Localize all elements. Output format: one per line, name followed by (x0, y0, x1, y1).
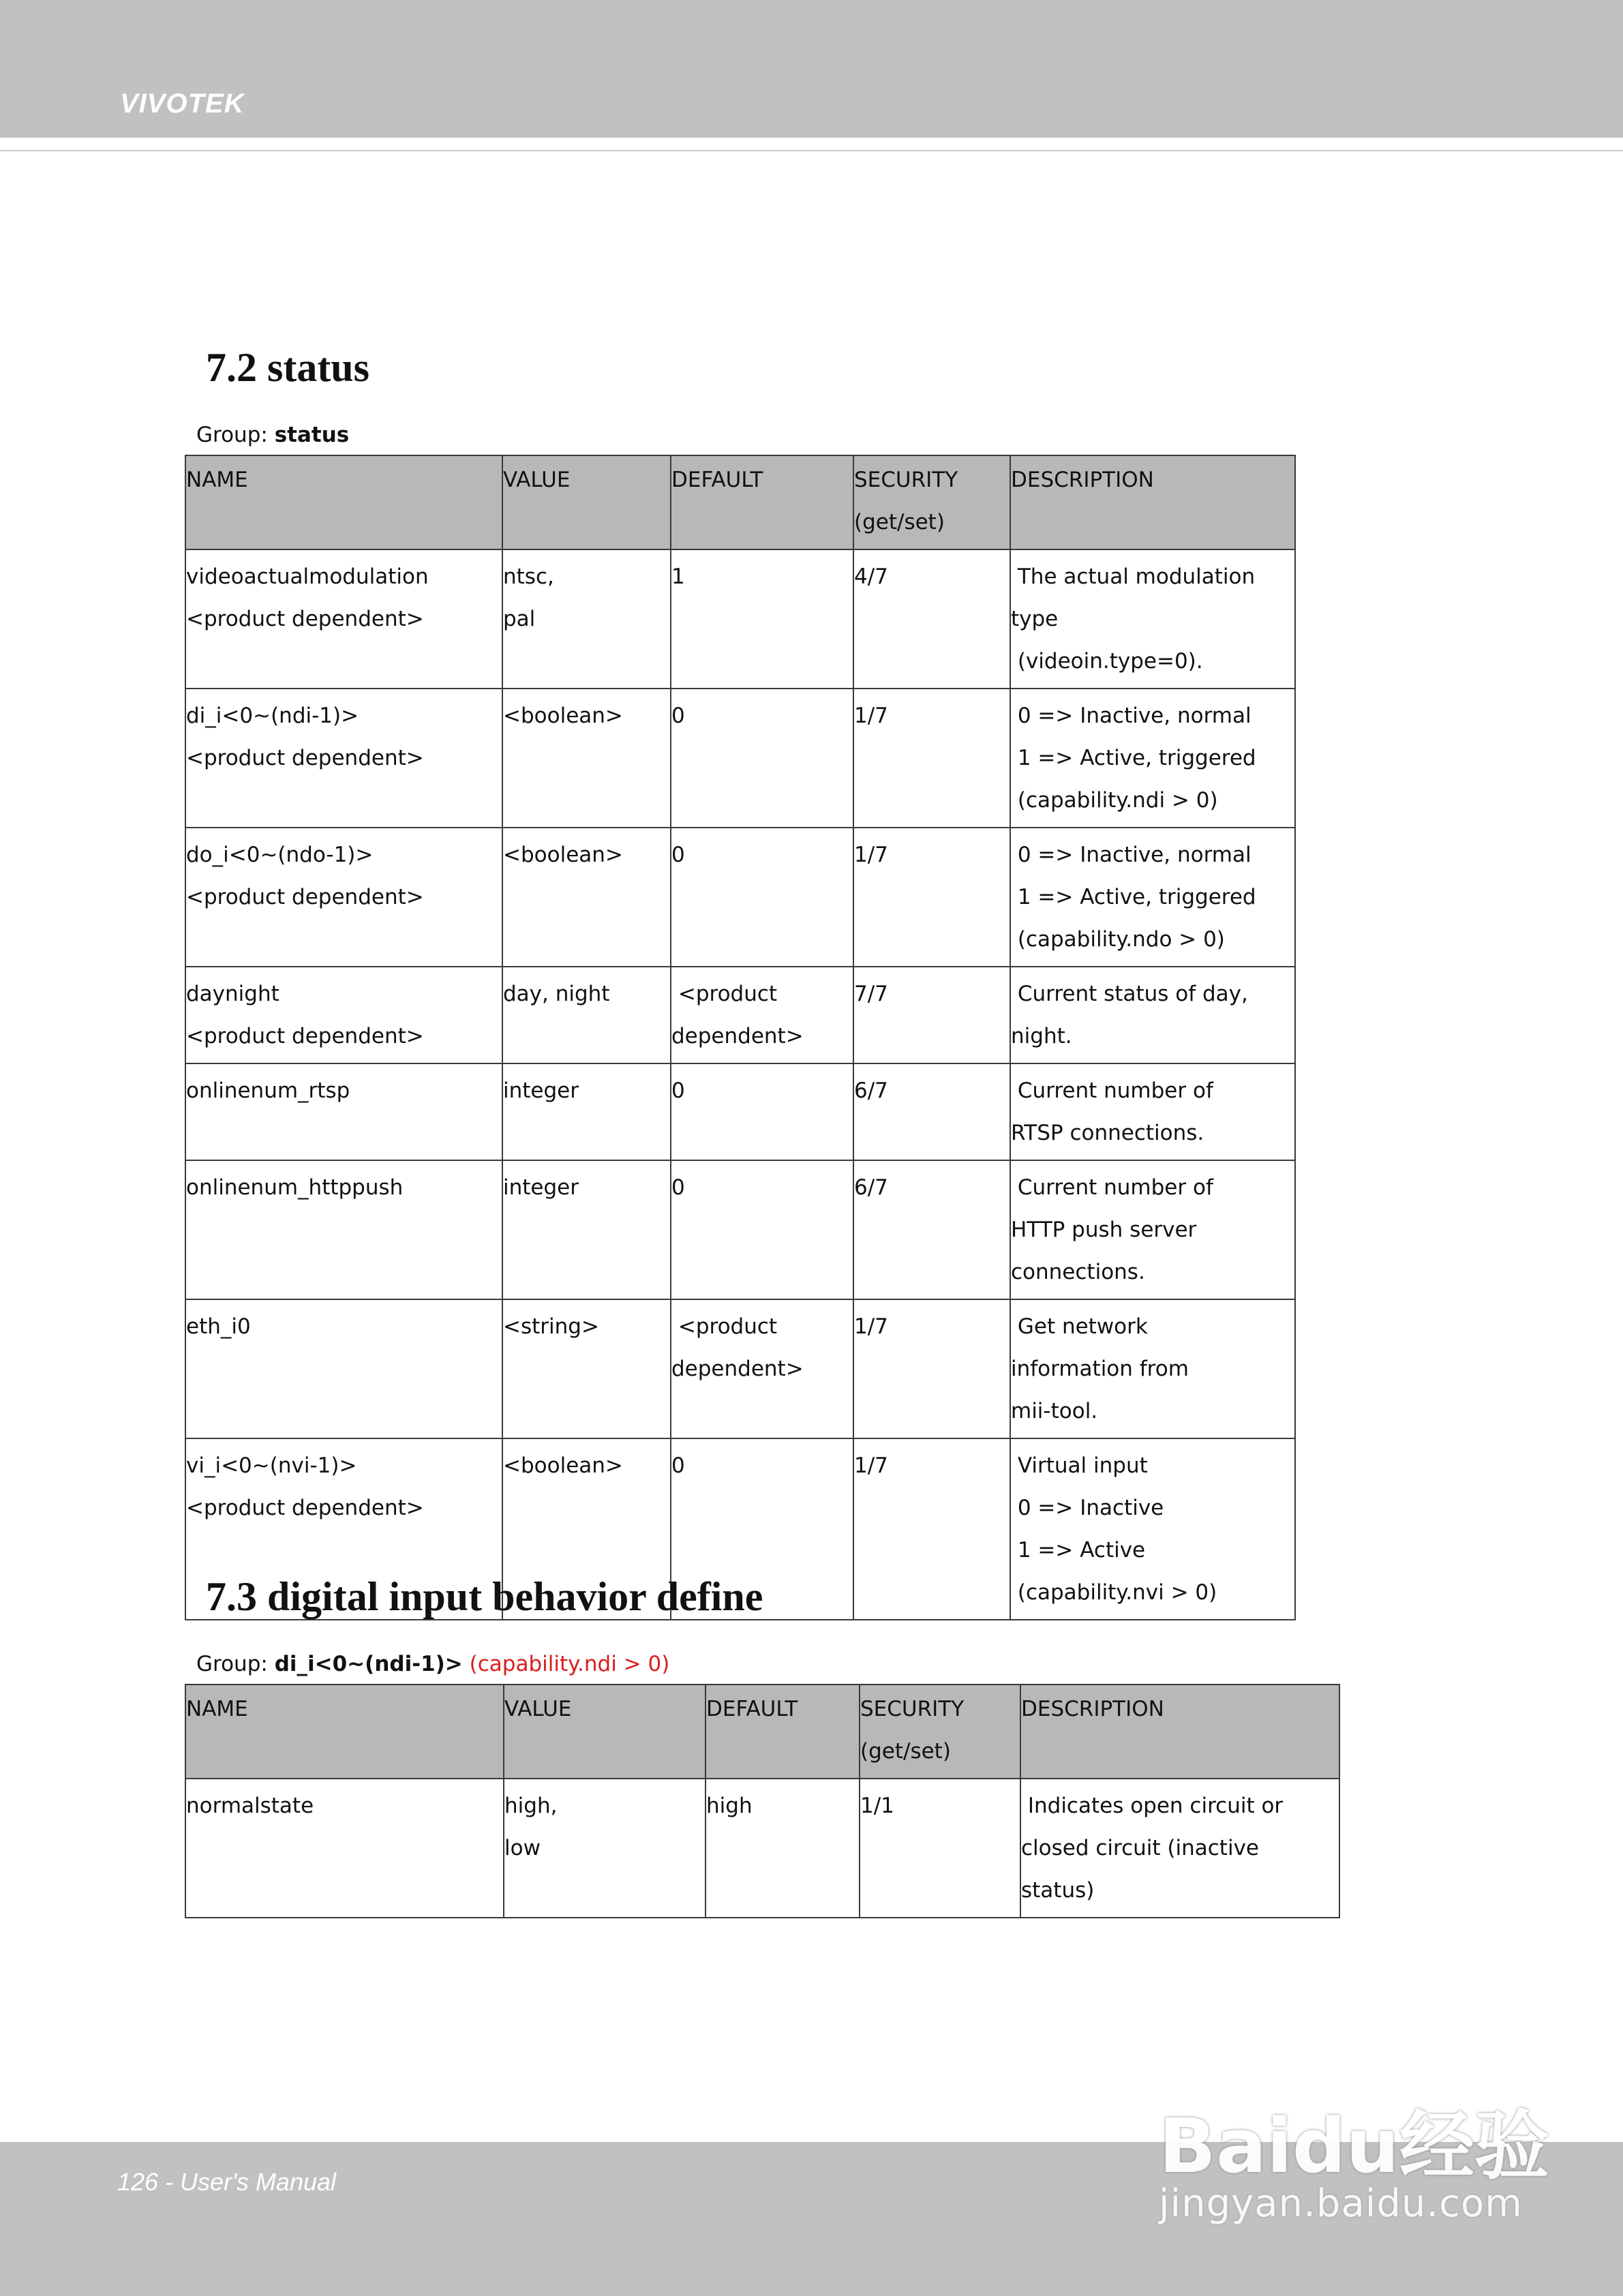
cell-name: di_i<0~(ndi-1)> <product dependent> (185, 689, 502, 828)
brand-logo: VIVOTEK (120, 89, 245, 119)
cell-security: 7/7 (853, 967, 1010, 1063)
cell-security: 1/7 (853, 828, 1010, 967)
cell-security: 1/7 (853, 689, 1010, 828)
cell-name: videoactualmodulation <product dependent> (185, 549, 502, 689)
cell-name: daynight <product dependent> (185, 967, 502, 1063)
cell-default: <product dependent> (671, 967, 853, 1063)
table-row (185, 828, 1295, 967)
table-body (185, 1779, 1339, 1918)
column-header-description: DESCRIPTION (1020, 1685, 1339, 1779)
cell-value: integer (502, 1063, 671, 1160)
cell-name: normalstate (185, 1779, 504, 1918)
column-header-description: DESCRIPTION (1010, 455, 1295, 549)
cell-default: 0 (671, 1160, 853, 1299)
table-header-row (185, 1685, 1339, 1779)
baidu-watermark-logo: Baidu经验 (1159, 2102, 1549, 2190)
cell-name: onlinenum_rtsp (185, 1063, 502, 1160)
cell-name: onlinenum_httppush (185, 1160, 502, 1299)
cell-default: high (706, 1779, 860, 1918)
column-header-security: SECURITY (get/set) (860, 1685, 1020, 1779)
cell-name: do_i<0~(ndo-1)> <product dependent> (185, 828, 502, 967)
cell-default: 1 (671, 549, 853, 689)
cell-value: <string> (502, 1299, 671, 1438)
table-body (185, 549, 1295, 1620)
cell-value: <boolean> (502, 1438, 671, 1620)
group-prefix: Group: (196, 423, 275, 447)
cell-security: 4/7 (853, 549, 1010, 689)
cell-value: ntsc, pal (502, 549, 671, 689)
column-header-name: NAME (185, 455, 502, 549)
column-header-default: DEFAULT (671, 455, 853, 549)
cell-value: high, low (504, 1779, 706, 1918)
page-number-label: 126 - User's Manual (117, 2168, 337, 2196)
cell-default: <product dependent> (671, 1299, 853, 1438)
baidu-watermark-url: jingyan.baidu.com (1159, 2181, 1523, 2226)
cell-description: The actual modulation type (videoin.type=0). (1010, 549, 1295, 689)
group-line-status (196, 423, 349, 447)
cell-description: Current status of day, night. (1010, 967, 1295, 1063)
cell-default: 0 (671, 1063, 853, 1160)
group-line-digital-input (196, 1652, 669, 1676)
cell-default: 0 (671, 828, 853, 967)
status-table (185, 455, 1296, 1620)
header-divider (0, 150, 1623, 151)
group-name: di_i<0~(ndi-1)> (274, 1652, 463, 1676)
group-prefix: Group: (196, 1652, 275, 1676)
group-capability-note: (capability.ndi > 0) (462, 1652, 670, 1676)
table-row (185, 967, 1295, 1063)
cell-security: 1/7 (853, 1299, 1010, 1438)
column-header-value: VALUE (504, 1685, 706, 1779)
table-header-row (185, 455, 1295, 549)
cell-description: Current number of HTTP push server connections. (1010, 1160, 1295, 1299)
column-header-value: VALUE (502, 455, 671, 549)
column-header-default: DEFAULT (706, 1685, 860, 1779)
cell-description: 0 => Inactive, normal 1 => Active, triggered (capability.ndo > 0) (1010, 828, 1295, 967)
cell-security: 1/7 (853, 1438, 1010, 1620)
cell-default: 0 (671, 689, 853, 828)
cell-value: <boolean> (502, 828, 671, 967)
group-name: status (274, 423, 350, 447)
cell-description: 0 => Inactive, normal 1 => Active, triggered (capability.ndi > 0) (1010, 689, 1295, 828)
cell-default: 0 (671, 1438, 853, 1620)
cell-description: Get network information from mii-tool. (1010, 1299, 1295, 1438)
section-title-status: 7.2 status (206, 345, 370, 390)
table-row (185, 1063, 1295, 1160)
cell-description: Virtual input 0 => Inactive 1 => Active (capability.nvi > 0) (1010, 1438, 1295, 1620)
section-title-digital-input: 7.3 digital input behavior define (206, 1574, 763, 1619)
cell-description: Current number of RTSP connections. (1010, 1063, 1295, 1160)
table-row (185, 1160, 1295, 1299)
cell-description: Indicates open circuit or closed circuit (inactive status) (1020, 1779, 1339, 1918)
cell-value: <boolean> (502, 689, 671, 828)
table-row (185, 1299, 1295, 1438)
cell-name: eth_i0 (185, 1299, 502, 1438)
cell-security: 1/1 (860, 1779, 1020, 1918)
digital-input-table (185, 1684, 1340, 1918)
table-row (185, 689, 1295, 828)
column-header-security: SECURITY (get/set) (853, 455, 1010, 549)
table-row (185, 1779, 1339, 1918)
cell-security: 6/7 (853, 1063, 1010, 1160)
column-header-name: NAME (185, 1685, 504, 1779)
cell-value: integer (502, 1160, 671, 1299)
cell-security: 6/7 (853, 1160, 1010, 1299)
table-row (185, 549, 1295, 689)
cell-value: day, night (502, 967, 671, 1063)
cell-name: vi_i<0~(nvi-1)> <product dependent> (185, 1438, 502, 1620)
